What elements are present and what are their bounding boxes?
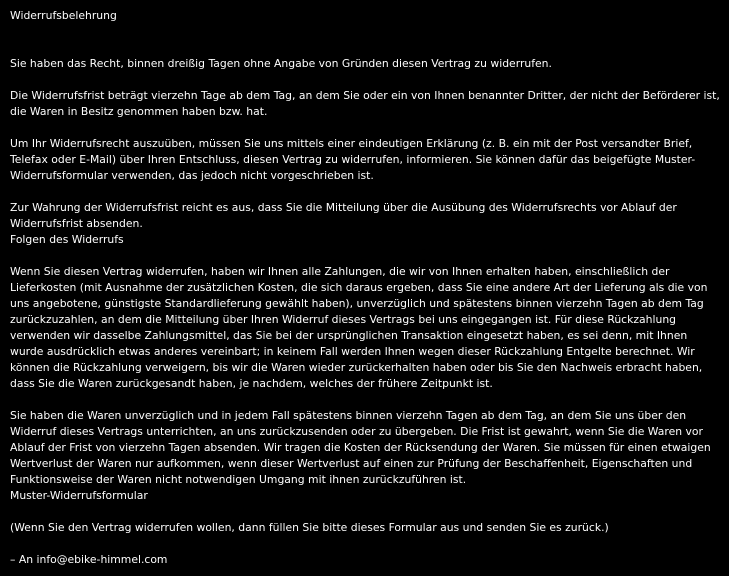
withdrawal-policy-document: [10, 8, 722, 568]
heading-model-form: Muster-Widerrufsformular: [10, 489, 148, 502]
paragraph-withdrawal-period: Die Widerrufsfrist beträgt vierzehn Tage ab dem Tag, an dem Sie oder ein von Ihnen benannter Dritter, der nicht der Beförderer ist, die Waren in Besitz genommen haben bzw. hat.: [10, 89, 720, 118]
heading-consequences: Folgen des Widerrufs: [10, 233, 124, 246]
paragraph-exercise-right: Um Ihr Widerrufsrecht auszuüben, müssen Sie uns mittels einer eindeutigen Erklärung (z. B. ein mit der Post versandter Brief, Telefax oder E-Mail) über Ihren Entschluss, diesen Vertrag zu widerrufen, informieren. Sie können dafür das beigefügte Muster-Widerrufsformular verwenden, das jedoch nicht vorgeschrieben ist.: [10, 137, 696, 182]
paragraph-refunds: Wenn Sie diesen Vertrag widerrufen, haben wir Ihnen alle Zahlungen, die wir von Ihnen erhalten haben, einschließlich der Lieferkosten (mit Ausnahme der zusätzlichen Kosten, die sich daraus ergeben, dass Sie eine andere Art der Lieferung als die von uns angebotene, günstigste Standardlieferung gewählt haben), unverzüglich und spätestens binnen vierzehn Tagen ab dem Tag zurückzuzahlen, an dem die Mitteilung über Ihren Widerruf dieses Vertrags bei uns eingegangen ist. Für diese Rückzahlung verwenden wir dasselbe Zahlungsmittel, das Sie bei der ursprünglichen Transaktion eingesetzt haben, es sei denn, mit Ihnen wurde ausdrücklich etwas anderes vereinbart; in keinem Fall werden Ihnen wegen dieser Rückzahlung Entgelte berechnet. Wir können die Rückzahlung verweigern, bis wir die Waren wieder zurückerhalten haben oder bis Sie den Nachweis erbracht haben, dass Sie die Waren zurückgesandt haben, je nachdem, welches der frühere Zeitpunkt ist.: [10, 265, 708, 390]
paragraph-deadline-compliance: Zur Wahrung der Widerrufsfrist reicht es aus, dass Sie die Mitteilung über die Ausübung des Widerrufsrechts vor Ablauf der Widerrufsfrist absenden.: [10, 201, 677, 230]
paragraph-form-instructions: (Wenn Sie den Vertrag widerrufen wollen, dann füllen Sie bitte dieses Formular aus und senden Sie es zurück.): [10, 521, 609, 534]
paragraph-return-goods: Sie haben die Waren unverzüglich und in jedem Fall spätestens binnen vierzehn Tagen ab dem Tag, an dem Sie uns über den Widerruf dieses Vertrags unterrichten, an uns zurückzusenden oder zu übergeben. Die Frist ist gewahrt, wenn Sie die Waren vor Ablauf der Frist von vierzehn Tagen absenden. Wir tragen die Kosten der Rücksendung der Waren. Sie müssen für einen etwaigen Wertverlust der Waren nur aufkommen, wenn dieser Wertverlust auf einen zur Prüfung der Beschaffenheit, Eigenschaften und Funktionsweise der Waren nicht notwendigen Umgang mit ihnen zurückzuführen ist.: [10, 409, 711, 486]
document-title: Widerrufsbelehrung: [10, 9, 117, 22]
paragraph-right-of-withdrawal: Sie haben das Recht, binnen dreißig Tagen ohne Angabe von Gründen diesen Vertrag zu widerrufen.: [10, 57, 552, 70]
paragraph-form-recipient: – An info@ebike-himmel.com: [10, 553, 168, 566]
